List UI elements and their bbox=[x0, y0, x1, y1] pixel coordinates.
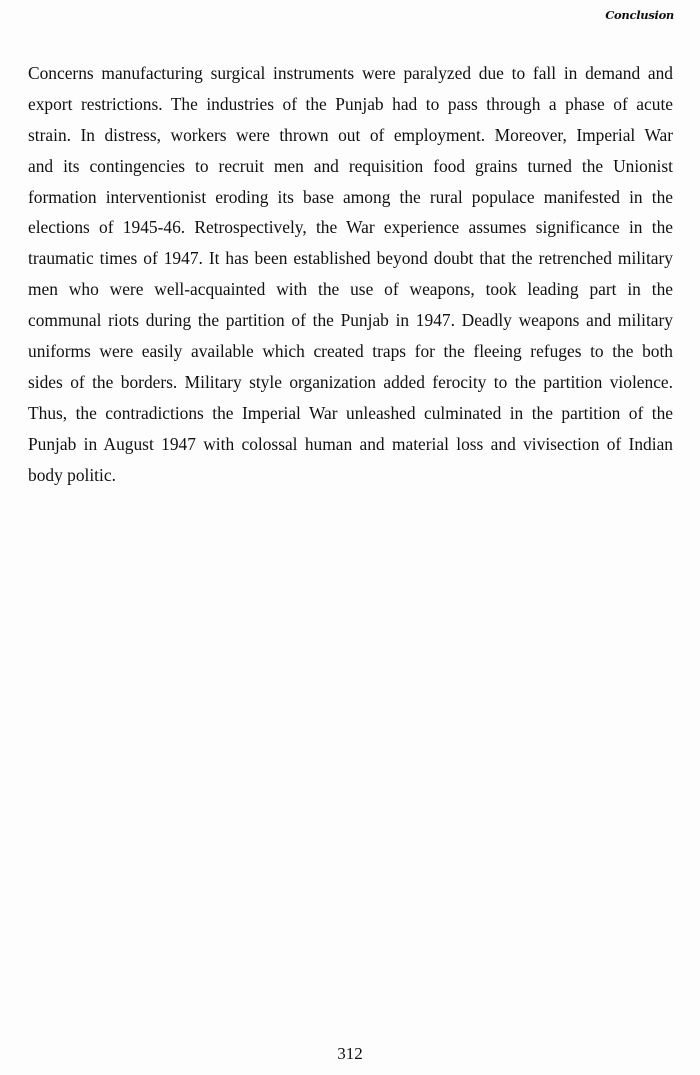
text-line: men who were well-acquainted with the use of weapons, took leading part in the bbox=[28, 279, 673, 300]
text-line: Concerns manufacturing surgical instruments were paralyzed due to fall in demand and bbox=[28, 63, 673, 83]
text-line: body politic. bbox=[28, 464, 116, 485]
text-line: and its contingencies to recruit men and requisition food grains turned the Unionist bbox=[28, 155, 673, 176]
text-line: traumatic times of 1947. It has been established beyond doubt that the retrenched military bbox=[28, 248, 673, 269]
body-paragraph bbox=[28, 60, 673, 492]
text-line: Thus, the contradictions the Imperial War unleashed culminated in the partition of the bbox=[28, 402, 673, 423]
running-header-title: Conclusion bbox=[605, 8, 674, 22]
text-line: communal riots during the partition of the Punjab in 1947. Deadly weapons and military bbox=[28, 310, 673, 331]
text-line: uniforms were easily available which created traps for the fleeing refuges to the both bbox=[28, 341, 673, 362]
text-line: export restrictions. The industries of the Punjab had to pass through a phase of acute bbox=[28, 93, 673, 114]
text-line: elections of 1945-46. Retrospectively, the War experience assumes significance in the bbox=[28, 217, 673, 238]
text-line: Punjab in August 1947 with colossal human and material loss and vivisection of Indian bbox=[28, 433, 673, 454]
text-line: sides of the borders. Military style organization added ferocity to the partition violence. bbox=[28, 371, 673, 392]
text-line: formation interventionist eroding its base among the rural populace manifested in the bbox=[28, 186, 673, 207]
page-number: 312 bbox=[337, 1044, 363, 1063]
text-line: strain. In distress, workers were thrown out of employment. Moreover, Imperial War bbox=[28, 124, 673, 145]
